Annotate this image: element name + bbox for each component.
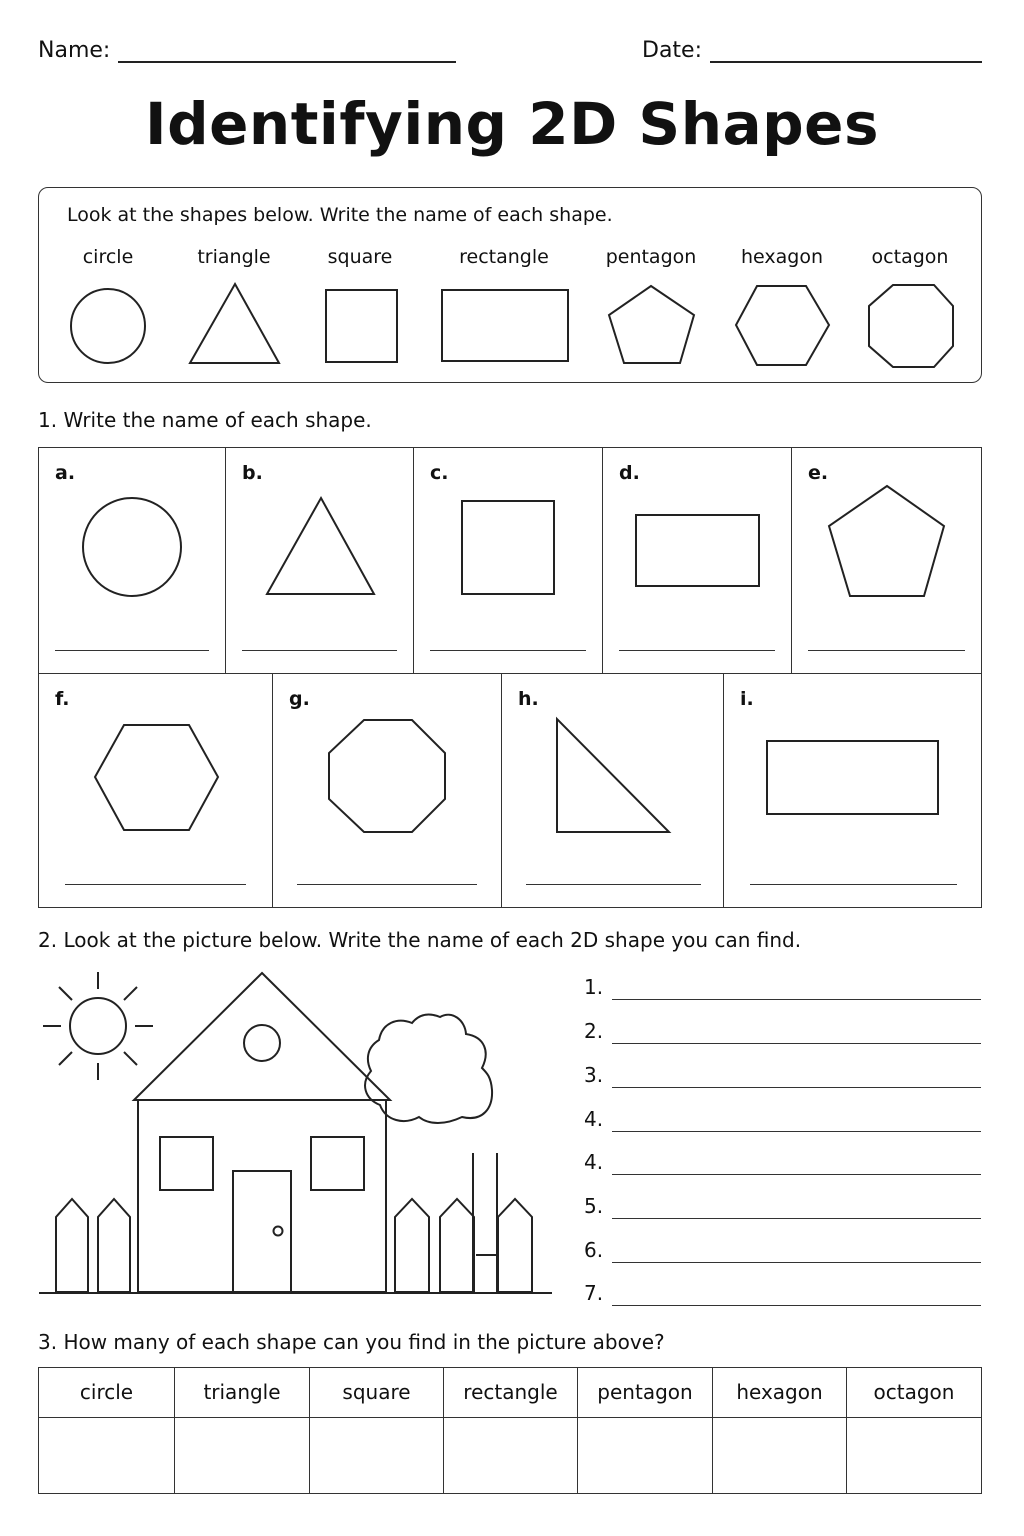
- question-3-title: 3. How many of each shape can you find in the picture above?: [38, 1330, 665, 1354]
- circle-shape: [39, 448, 226, 673]
- pentagon-shape: [792, 448, 981, 673]
- name-line[interactable]: [118, 41, 456, 63]
- count-cell-circle[interactable]: [39, 1418, 175, 1493]
- tree-crown: [365, 1015, 492, 1123]
- shape-cell-f: [39, 674, 273, 907]
- count-cell-pentagon[interactable]: [578, 1418, 713, 1493]
- count-cell-octagon[interactable]: [847, 1418, 981, 1493]
- house-roof: [134, 973, 390, 1100]
- answer-line[interactable]: [612, 1043, 981, 1044]
- shape-cell-h: [502, 674, 724, 907]
- cell-letter: g.: [289, 688, 310, 710]
- answer-item-6[interactable]: [584, 1194, 984, 1224]
- fence-post: [395, 1199, 429, 1292]
- ref-label-hexagon: hexagon: [740, 246, 823, 268]
- fence-post: [56, 1199, 88, 1292]
- shape-cell-a: [39, 448, 226, 673]
- answer-number: 7.: [584, 1281, 604, 1305]
- cell-letter: d.: [619, 462, 640, 484]
- shape-cell-c: [414, 448, 603, 673]
- reference-box: [38, 187, 982, 383]
- answer-line[interactable]: [612, 1305, 981, 1306]
- answer-line[interactable]: [65, 884, 246, 885]
- ref-octagon-shape: [869, 285, 953, 367]
- question-1-title: 1. Write the name of each shape.: [38, 408, 372, 432]
- ref-rectangle-shape: [442, 290, 568, 361]
- door-knob: [274, 1227, 283, 1236]
- shape-cell-i: [724, 674, 981, 907]
- shape-cell-d: [603, 448, 792, 673]
- ref-label-triangle: triangle: [197, 246, 271, 268]
- count-header-triangle: triangle: [175, 1368, 310, 1418]
- house-window-right: [311, 1137, 364, 1190]
- ref-circle-shape: [71, 289, 145, 363]
- answer-number: 2.: [584, 1019, 604, 1043]
- answer-number: 6.: [584, 1238, 604, 1262]
- ref-square-shape: [326, 290, 397, 362]
- answer-number: 4.: [584, 1150, 604, 1174]
- answer-number: 1.: [584, 975, 604, 999]
- count-header-pentagon: pentagon: [578, 1368, 713, 1418]
- ref-label-circle: circle: [82, 246, 134, 268]
- answer-line[interactable]: [297, 884, 477, 885]
- sun-icon: [43, 972, 153, 1080]
- house-scene-picture: [36, 965, 556, 1297]
- cell-letter: h.: [518, 688, 539, 710]
- fence-post: [498, 1199, 532, 1292]
- answer-line[interactable]: [242, 650, 397, 651]
- ref-label-rectangle: rectangle: [459, 246, 549, 268]
- reference-instruction: Look at the shapes below. Write the name of each shape.: [67, 204, 613, 226]
- shape-grid-row-2: [38, 673, 982, 908]
- answer-item-8[interactable]: [584, 1281, 984, 1311]
- cell-letter: f.: [55, 688, 70, 710]
- roof-window: [244, 1025, 280, 1061]
- square-shape: [414, 448, 603, 673]
- answer-line[interactable]: [808, 650, 965, 651]
- count-cell-triangle[interactable]: [175, 1418, 310, 1493]
- answer-line[interactable]: [612, 999, 981, 1000]
- house-body: [138, 1100, 386, 1292]
- answer-number: 5.: [584, 1194, 604, 1218]
- ref-hexagon-shape: [736, 286, 829, 365]
- ref-label-pentagon: pentagon: [605, 246, 697, 268]
- answer-number: 4.: [584, 1107, 604, 1131]
- count-header-octagon: octagon: [847, 1368, 981, 1418]
- answer-item-1[interactable]: [584, 975, 984, 1005]
- answer-item-7[interactable]: [584, 1238, 984, 1268]
- answer-line[interactable]: [619, 650, 775, 651]
- count-header-circle: circle: [39, 1368, 175, 1418]
- answer-line[interactable]: [612, 1087, 981, 1088]
- date-label: Date:: [642, 38, 702, 63]
- ref-pentagon-shape: [609, 286, 694, 363]
- answer-item-5[interactable]: [584, 1150, 984, 1180]
- cell-letter: e.: [808, 462, 829, 484]
- rectangle-shape: [724, 674, 981, 907]
- octagon-shape: [273, 674, 502, 907]
- count-cell-rectangle[interactable]: [444, 1418, 578, 1493]
- fence-post: [440, 1199, 474, 1292]
- count-cell-hexagon[interactable]: [713, 1418, 847, 1493]
- answer-item-2[interactable]: [584, 1019, 984, 1049]
- count-cell-square[interactable]: [310, 1418, 444, 1493]
- name-field[interactable]: [38, 38, 456, 63]
- answer-line[interactable]: [430, 650, 586, 651]
- shape-cell-e: [792, 448, 981, 673]
- triangle-shape: [226, 448, 414, 673]
- answer-line[interactable]: [750, 884, 957, 885]
- answer-number: 3.: [584, 1063, 604, 1087]
- ref-label-octagon: octagon: [871, 246, 949, 268]
- answer-line[interactable]: [612, 1174, 981, 1175]
- house-window-left: [160, 1137, 213, 1190]
- shape-grid-row-1: [38, 447, 982, 674]
- count-header-square: square: [310, 1368, 444, 1418]
- name-label: Name:: [38, 38, 111, 63]
- shape-cell-b: [226, 448, 414, 673]
- fence-post: [98, 1199, 130, 1292]
- answer-item-3[interactable]: [584, 1063, 984, 1093]
- cell-letter: c.: [430, 462, 449, 484]
- count-header-hexagon: hexagon: [713, 1368, 847, 1418]
- page-title: Identifying 2D Shapes: [144, 90, 880, 158]
- question-2-title: 2. Look at the picture below. Write the name of each 2D shape you can find.: [38, 928, 802, 952]
- count-header-rectangle: rectangle: [444, 1368, 578, 1418]
- shape-cell-g: [273, 674, 502, 907]
- hexagon-shape: [39, 674, 273, 907]
- rectangle-shape: [603, 448, 792, 673]
- date-line[interactable]: [710, 41, 982, 63]
- answer-line[interactable]: [612, 1131, 981, 1132]
- reference-shapes: [39, 188, 983, 384]
- answer-item-4[interactable]: [584, 1107, 984, 1137]
- answer-line[interactable]: [612, 1262, 981, 1263]
- cell-letter: a.: [55, 462, 76, 484]
- right-triangle-shape: [502, 674, 724, 907]
- shape-count-table: [38, 1367, 982, 1494]
- cell-letter: b.: [242, 462, 263, 484]
- date-field[interactable]: [642, 38, 982, 63]
- answer-line[interactable]: [55, 650, 209, 651]
- ref-triangle-shape: [190, 284, 279, 363]
- ref-label-square: square: [327, 246, 393, 268]
- answer-line[interactable]: [612, 1218, 981, 1219]
- answer-line[interactable]: [526, 884, 701, 885]
- cell-letter: i.: [740, 688, 754, 710]
